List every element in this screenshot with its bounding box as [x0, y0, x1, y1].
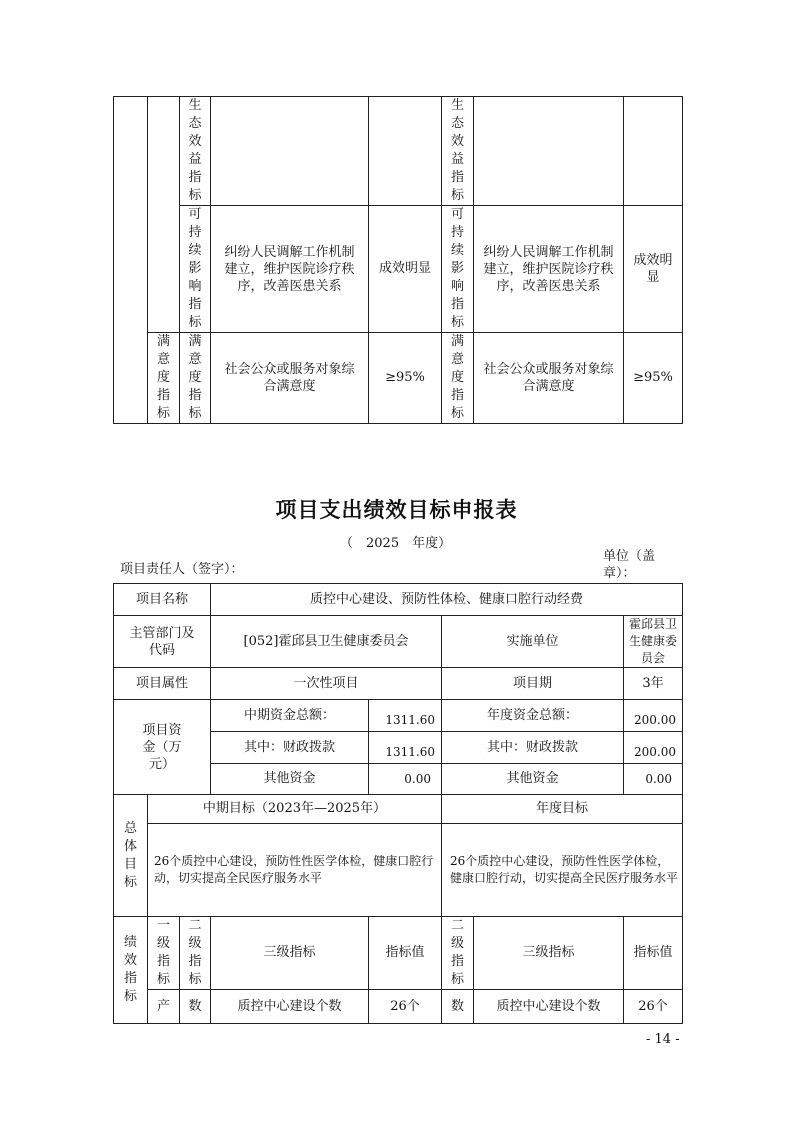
level1-header: 一 级 指 标: [148, 917, 180, 990]
form-year: （ 2025 年度）: [340, 536, 452, 551]
year-total-label: 年度资金总额：: [442, 700, 624, 732]
eco-benefit-label: 生 态 效 益 指 标: [180, 97, 211, 206]
mid-other-value: 0.00: [369, 764, 442, 795]
project-attribute-label: 项目属性: [114, 668, 211, 700]
year-other-label: 其他资金: [442, 764, 624, 795]
blank-level2-cell: [148, 97, 180, 333]
row1-level1: 产: [148, 990, 180, 1024]
sustain-value: 成效明显: [369, 206, 442, 333]
goal-text-row: [114, 824, 683, 917]
level3-header: 三级指标: [211, 917, 369, 990]
eco-benefit-content-right: [474, 97, 624, 206]
project-name-value: 质控中心建设、预防性体检、健康口腔行动经费: [211, 584, 683, 616]
eco-benefit-label-right: 生 态 效 益 指 标: [442, 97, 474, 206]
page-number: - 14 -: [646, 1032, 680, 1047]
satisfaction-value-right: ≥95%: [624, 333, 683, 424]
performance-goal-table: [113, 583, 683, 1024]
continuation-table: [113, 96, 683, 424]
year-fiscal-value: 200.00: [624, 732, 683, 764]
satisfaction-label: 满 意 度 指 标: [180, 333, 211, 424]
sustain-content-right: 纠纷人民调解工作机制建立，维护医院诊疗秩序，改善医患关系: [474, 206, 624, 333]
project-name-label: 项目名称: [114, 584, 211, 616]
form-title: 项目支出绩效目标申报表: [275, 498, 518, 522]
indicator-header-row: [114, 917, 683, 990]
department-label: 主管部门及代码: [114, 616, 211, 668]
row1-value: 26个: [369, 990, 442, 1024]
mid-fiscal-label: 其中：财政拨款: [211, 732, 369, 764]
row1-level3: 质控中心建设个数: [211, 990, 369, 1024]
mid-total-value: 1311.60: [369, 700, 442, 732]
mid-other-label: 其他资金: [211, 764, 369, 795]
year-total-value: 200.00: [624, 700, 683, 732]
sustain-label-right: 可 持 续 影 响 指 标: [442, 206, 474, 333]
indicator-row: [114, 990, 683, 1024]
mid-goal-text: 26个质控中心建设，预防性性医学体检，健康口腔行动，切实提高全民医疗服务水平: [148, 824, 442, 917]
mid-total-label: 中期资金总额：: [211, 700, 369, 732]
eco-benefit-row: [114, 97, 683, 206]
level2-header: 二 级 指 标: [180, 917, 211, 990]
satisfaction-value: ≥95%: [369, 333, 442, 424]
eco-benefit-value: [369, 97, 442, 206]
indicator-value-header: 指标值: [369, 917, 442, 990]
row1-level2-right: 数: [442, 990, 474, 1024]
row1-value-right: 26个: [624, 990, 683, 1024]
level2-header-right: 二 级 指 标: [442, 917, 474, 990]
project-attribute-value: 一次性项目: [211, 668, 442, 700]
indicator-value-header-right: 指标值: [624, 917, 683, 990]
fund-total-row: [114, 700, 683, 732]
year-goal-text: 26个质控中心建设，预防性性医学体检，健康口腔行动，切实提高全民医疗服务水平: [442, 824, 683, 917]
year-other-value: 0.00: [624, 764, 683, 795]
goal-header-row: [114, 795, 683, 824]
department-value: [052]霍邱县卫生健康委员会: [211, 616, 442, 668]
project-fund-label: 项目资金（万元）: [114, 700, 211, 795]
mid-fiscal-value: 1311.60: [369, 732, 442, 764]
eco-benefit-content: [211, 97, 369, 206]
project-period-label: 项目期: [442, 668, 624, 700]
overall-goal-label: 总 体 目 标: [114, 795, 148, 917]
sustain-content: 纠纷人民调解工作机制建立，维护医院诊疗秩序，改善医患关系: [211, 206, 369, 333]
sustain-row: [114, 206, 683, 333]
sustain-label: 可 持 续 影 响 指 标: [180, 206, 211, 333]
row1-level3-right: 质控中心建设个数: [474, 990, 624, 1024]
mid-goal-header: 中期目标（2023年—2025年）: [148, 795, 442, 824]
satisfaction-content: 社会公众或服务对象综合满意度: [211, 333, 369, 424]
attribute-row: [114, 668, 683, 700]
eco-benefit-value-right: [624, 97, 683, 206]
year-fiscal-label: 其中：财政拨款: [442, 732, 624, 764]
unit-stamp-label: 单位（盖章）：: [603, 549, 656, 581]
department-row: [114, 616, 683, 668]
level3-header-right: 三级指标: [474, 917, 624, 990]
year-goal-header: 年度目标: [442, 795, 683, 824]
performance-indicator-label: 绩 效 指 标: [114, 917, 148, 1024]
blank-level1-cell: [114, 97, 148, 424]
satisfaction-label-right: 满 意 度 指 标: [442, 333, 474, 424]
satisfaction-level2: 满 意 度 指 标: [148, 333, 180, 424]
implementing-unit-label: 实施单位: [442, 616, 624, 668]
project-period-value: 3年: [624, 668, 683, 700]
sustain-value-right: 成效明显: [624, 206, 683, 333]
implementing-unit-value: 霍邱县卫生健康委员会: [624, 616, 683, 668]
project-name-row: [114, 584, 683, 616]
responsible-person-label: 项目责任人（签字）：: [120, 562, 244, 577]
row1-level2: 数: [180, 990, 211, 1024]
satisfaction-content-right: 社会公众或服务对象综合满意度: [474, 333, 624, 424]
satisfaction-row: [114, 333, 683, 424]
